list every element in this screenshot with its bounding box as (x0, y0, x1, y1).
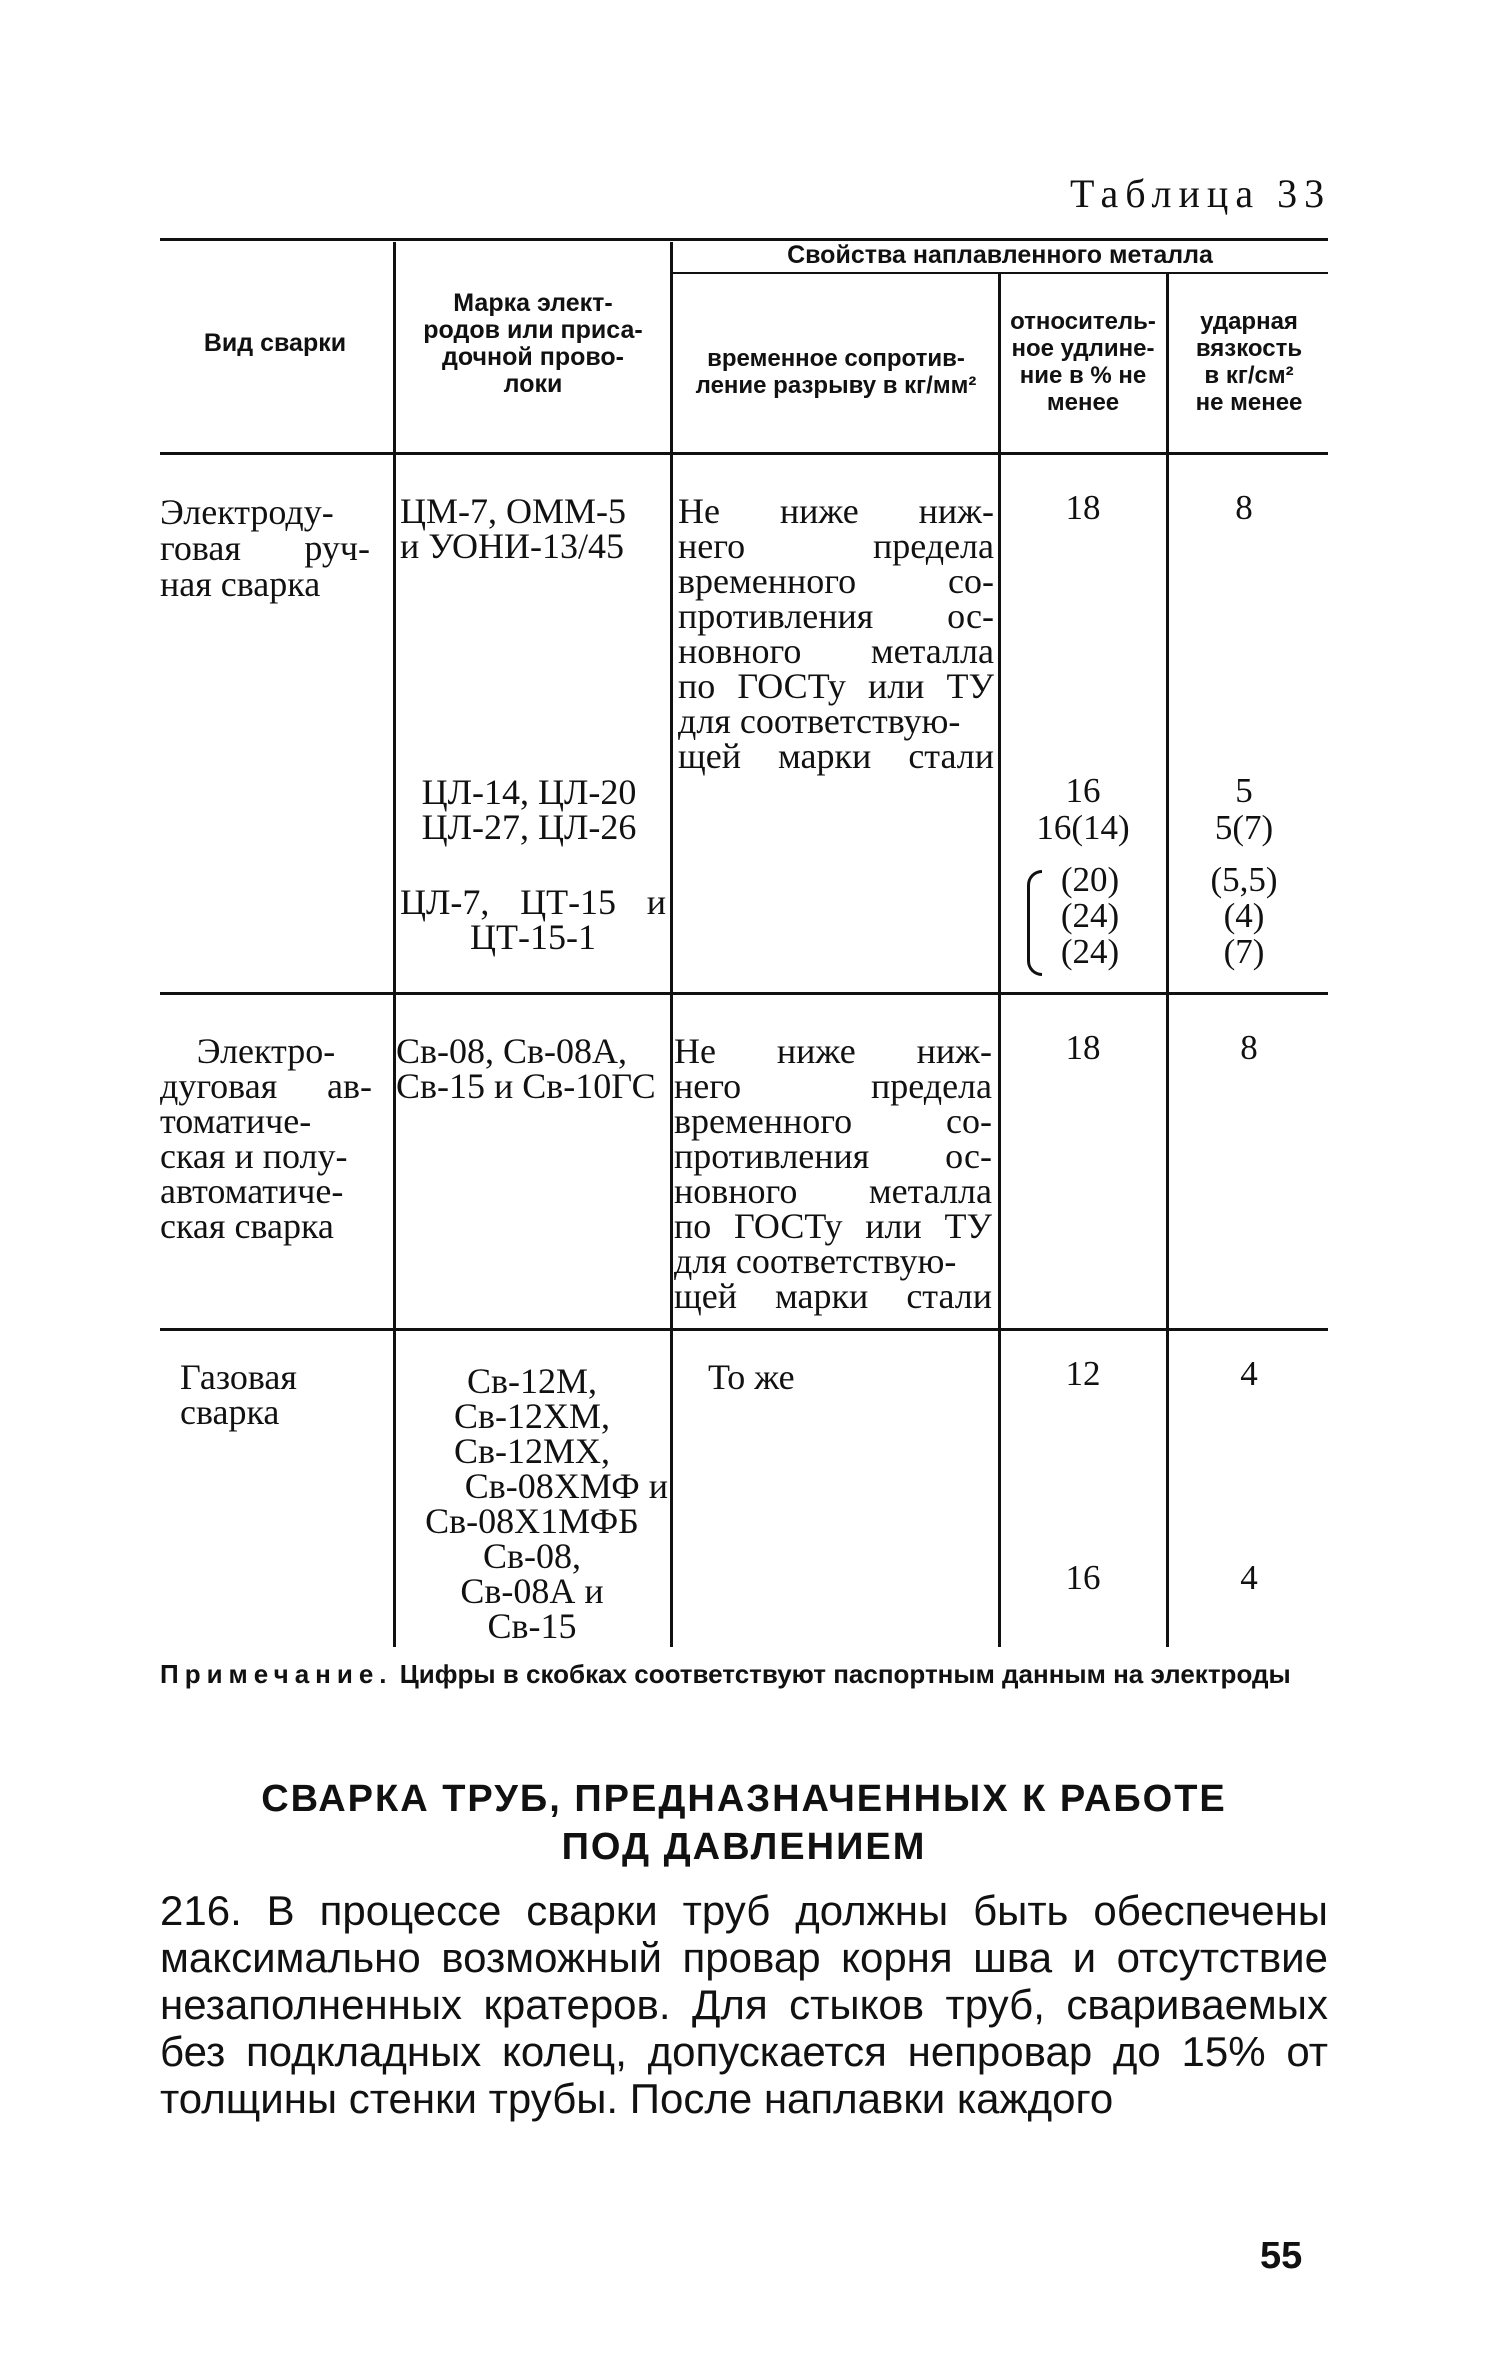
cell-line: по ГОСТу или ТУ (674, 1206, 992, 1246)
row1-brand-group-2 (396, 772, 662, 847)
cell-line: говая руч- (160, 528, 370, 568)
row1-elongation-6: (24) (1060, 932, 1120, 971)
row3-weld-type (180, 1357, 380, 1432)
table-caption: Таблица 33 (1070, 171, 1332, 216)
header-line: родов или приса- (423, 316, 643, 344)
row1-impact-3: 5(7) (1214, 808, 1274, 847)
cell-line: ская сварка (160, 1206, 334, 1246)
row1-impact-1: 8 (1235, 488, 1253, 527)
cell-line: для соответствую- (674, 1241, 957, 1281)
table-note (160, 1656, 1328, 1692)
header-elongation (1001, 308, 1165, 416)
cell-line: щей марки стали (678, 736, 994, 776)
cell-line: Св-08А и (460, 1571, 604, 1611)
cell-line: Св-15 (487, 1606, 577, 1646)
page-number: 55 (1260, 2235, 1303, 2277)
cell-line: Св-12М, (466, 1361, 597, 1401)
col-rule-2 (670, 242, 673, 1647)
cell-line: Газовая (180, 1357, 297, 1397)
header-line: локи (503, 370, 563, 398)
cell-line: То же (708, 1357, 795, 1397)
cell-line: Электроду- (160, 492, 334, 532)
row2-brand-group-1 (396, 1031, 668, 1106)
header-line: ние в % не (1019, 362, 1147, 389)
row1-brand-group-1 (400, 491, 666, 566)
row1-elongation-3: 16(14) (1036, 808, 1130, 847)
note-label: Примечание. (160, 1659, 393, 1689)
cell-line: и УОНИ-13/45 (400, 526, 624, 566)
cell-line: Св-08Х1МФБ (425, 1501, 639, 1541)
row2-elongation-1: 18 (1065, 1028, 1101, 1067)
row3-brand-group-2 (396, 1536, 668, 1646)
note-text: Цифры в скобках соответствуют паспортным данным на электроды (399, 1659, 1291, 1689)
cell-line: Св-12ХМ, (453, 1396, 610, 1436)
row1-impact-4: (5,5) (1210, 860, 1278, 899)
col-rule-3 (998, 274, 1001, 1647)
cell-line: сварка (180, 1392, 280, 1432)
cell-line: Св-15 и Св-10ГС (396, 1066, 656, 1106)
header-line: относитель- (1010, 308, 1156, 335)
cell-line: противления ос- (678, 596, 994, 636)
row1-weld-type (160, 494, 370, 602)
row1-impact-5: (4) (1223, 896, 1265, 935)
cell-line: дуговая ав- (160, 1066, 372, 1106)
cell-line: временного со- (678, 561, 994, 601)
cell-line: ЦТ-15-1 (470, 917, 596, 957)
row1-elongation-2: 16 (1065, 771, 1101, 810)
row3-impact-1: 4 (1240, 1354, 1258, 1393)
cell-line: Электро- (196, 1031, 336, 1071)
row3-tensile (708, 1357, 988, 1397)
row2-tensile (674, 1031, 992, 1316)
row1-elongation-1: 18 (1065, 488, 1101, 527)
cell-line: него предела (678, 526, 994, 566)
row1-elongation-5: (24) (1060, 896, 1120, 935)
cell-line: ЦЛ-27, ЦЛ-26 (421, 807, 637, 847)
header-line: менее (1046, 389, 1120, 416)
section-title (160, 1775, 1328, 1871)
header-bottom-rule (160, 452, 1328, 455)
header-weld-type: Вид сварки (203, 329, 347, 357)
cell-line: противления ос- (674, 1136, 992, 1176)
header-line: ление разрыву в кг/мм² (695, 372, 977, 399)
row1-impact-2: 5 (1235, 771, 1253, 810)
cell-line: ская и полу- (160, 1136, 348, 1176)
row3-impact-2: 4 (1240, 1558, 1258, 1597)
row-divider-1 (160, 992, 1328, 995)
cell-line: временного со- (674, 1101, 992, 1141)
header-line: временное сопротив- (707, 345, 965, 372)
section-title-line: ПОД ДАВЛЕНИЕМ (561, 1826, 927, 1868)
row1-elongation-4: (20) (1060, 860, 1120, 899)
cell-line: Св-08ХМФ и (464, 1466, 668, 1506)
header-line: ударная (1200, 308, 1298, 335)
cell-line: ЦЛ-7, ЦТ-15 и (400, 882, 666, 922)
cell-line: Св-08, Св-08А, (396, 1031, 627, 1071)
cell-line: Св-12МХ, (453, 1431, 610, 1471)
row1-brand-group-3 (400, 882, 666, 957)
row3-brand-group-1 (396, 1361, 668, 1541)
cell-line: Не ниже ниж- (678, 491, 994, 531)
row2-impact-1: 8 (1240, 1028, 1258, 1067)
cell-line: ЦМ-7, ОММ-5 (400, 491, 627, 531)
cell-line: по ГОСТу или ТУ (678, 666, 994, 706)
cell-line: Не ниже ниж- (674, 1031, 992, 1071)
cell-line: него предела (674, 1066, 992, 1106)
header-line: Марка элект- (453, 289, 613, 317)
cell-line: для соответствую- (678, 701, 961, 741)
row3-elongation-2: 16 (1065, 1558, 1101, 1597)
header-props-group: Свойства наплавленного металла (787, 241, 1213, 269)
cell-line: новного металла (678, 631, 994, 671)
row-divider-2 (160, 1328, 1328, 1331)
header-line: дочной прово- (442, 343, 624, 371)
header-line: ное удлине- (1011, 335, 1155, 362)
cell-line: новного металла (674, 1171, 992, 1211)
cell-line: автоматиче- (160, 1171, 344, 1211)
row1-tensile (678, 491, 994, 776)
header-tensile (675, 345, 997, 399)
row2-weld-type (160, 1031, 372, 1246)
row1-impact-6: (7) (1223, 932, 1265, 971)
body-paragraph: 216. В процессе сварки труб должны быть обеспечены максимально возможный провар корня шва и отсутствие незаполненных кратеров. Для стыков труб, свариваемых без подкладных колец, допускается непровар до 15% от толщины стенки трубы. После наплавки каждого (160, 1887, 1328, 2122)
cell-line: ЦЛ-14, ЦЛ-20 (421, 772, 637, 812)
header-line: не менее (1195, 389, 1303, 416)
header-impact (1169, 308, 1329, 416)
cell-line: ная сварка (160, 564, 321, 604)
cell-line: щей марки стали (674, 1276, 992, 1316)
cell-line: томатиче- (160, 1101, 312, 1141)
header-electrode-brand (398, 290, 668, 398)
cell-line: Св-08, (483, 1536, 581, 1576)
header-line: в кг/см² (1204, 362, 1294, 389)
row3-elongation-1: 12 (1065, 1354, 1101, 1393)
section-title-line: СВАРКА ТРУБ, ПРЕДНАЗНАЧЕННЫХ К РАБОТЕ (261, 1778, 1227, 1820)
header-line: вязкость (1195, 335, 1303, 362)
